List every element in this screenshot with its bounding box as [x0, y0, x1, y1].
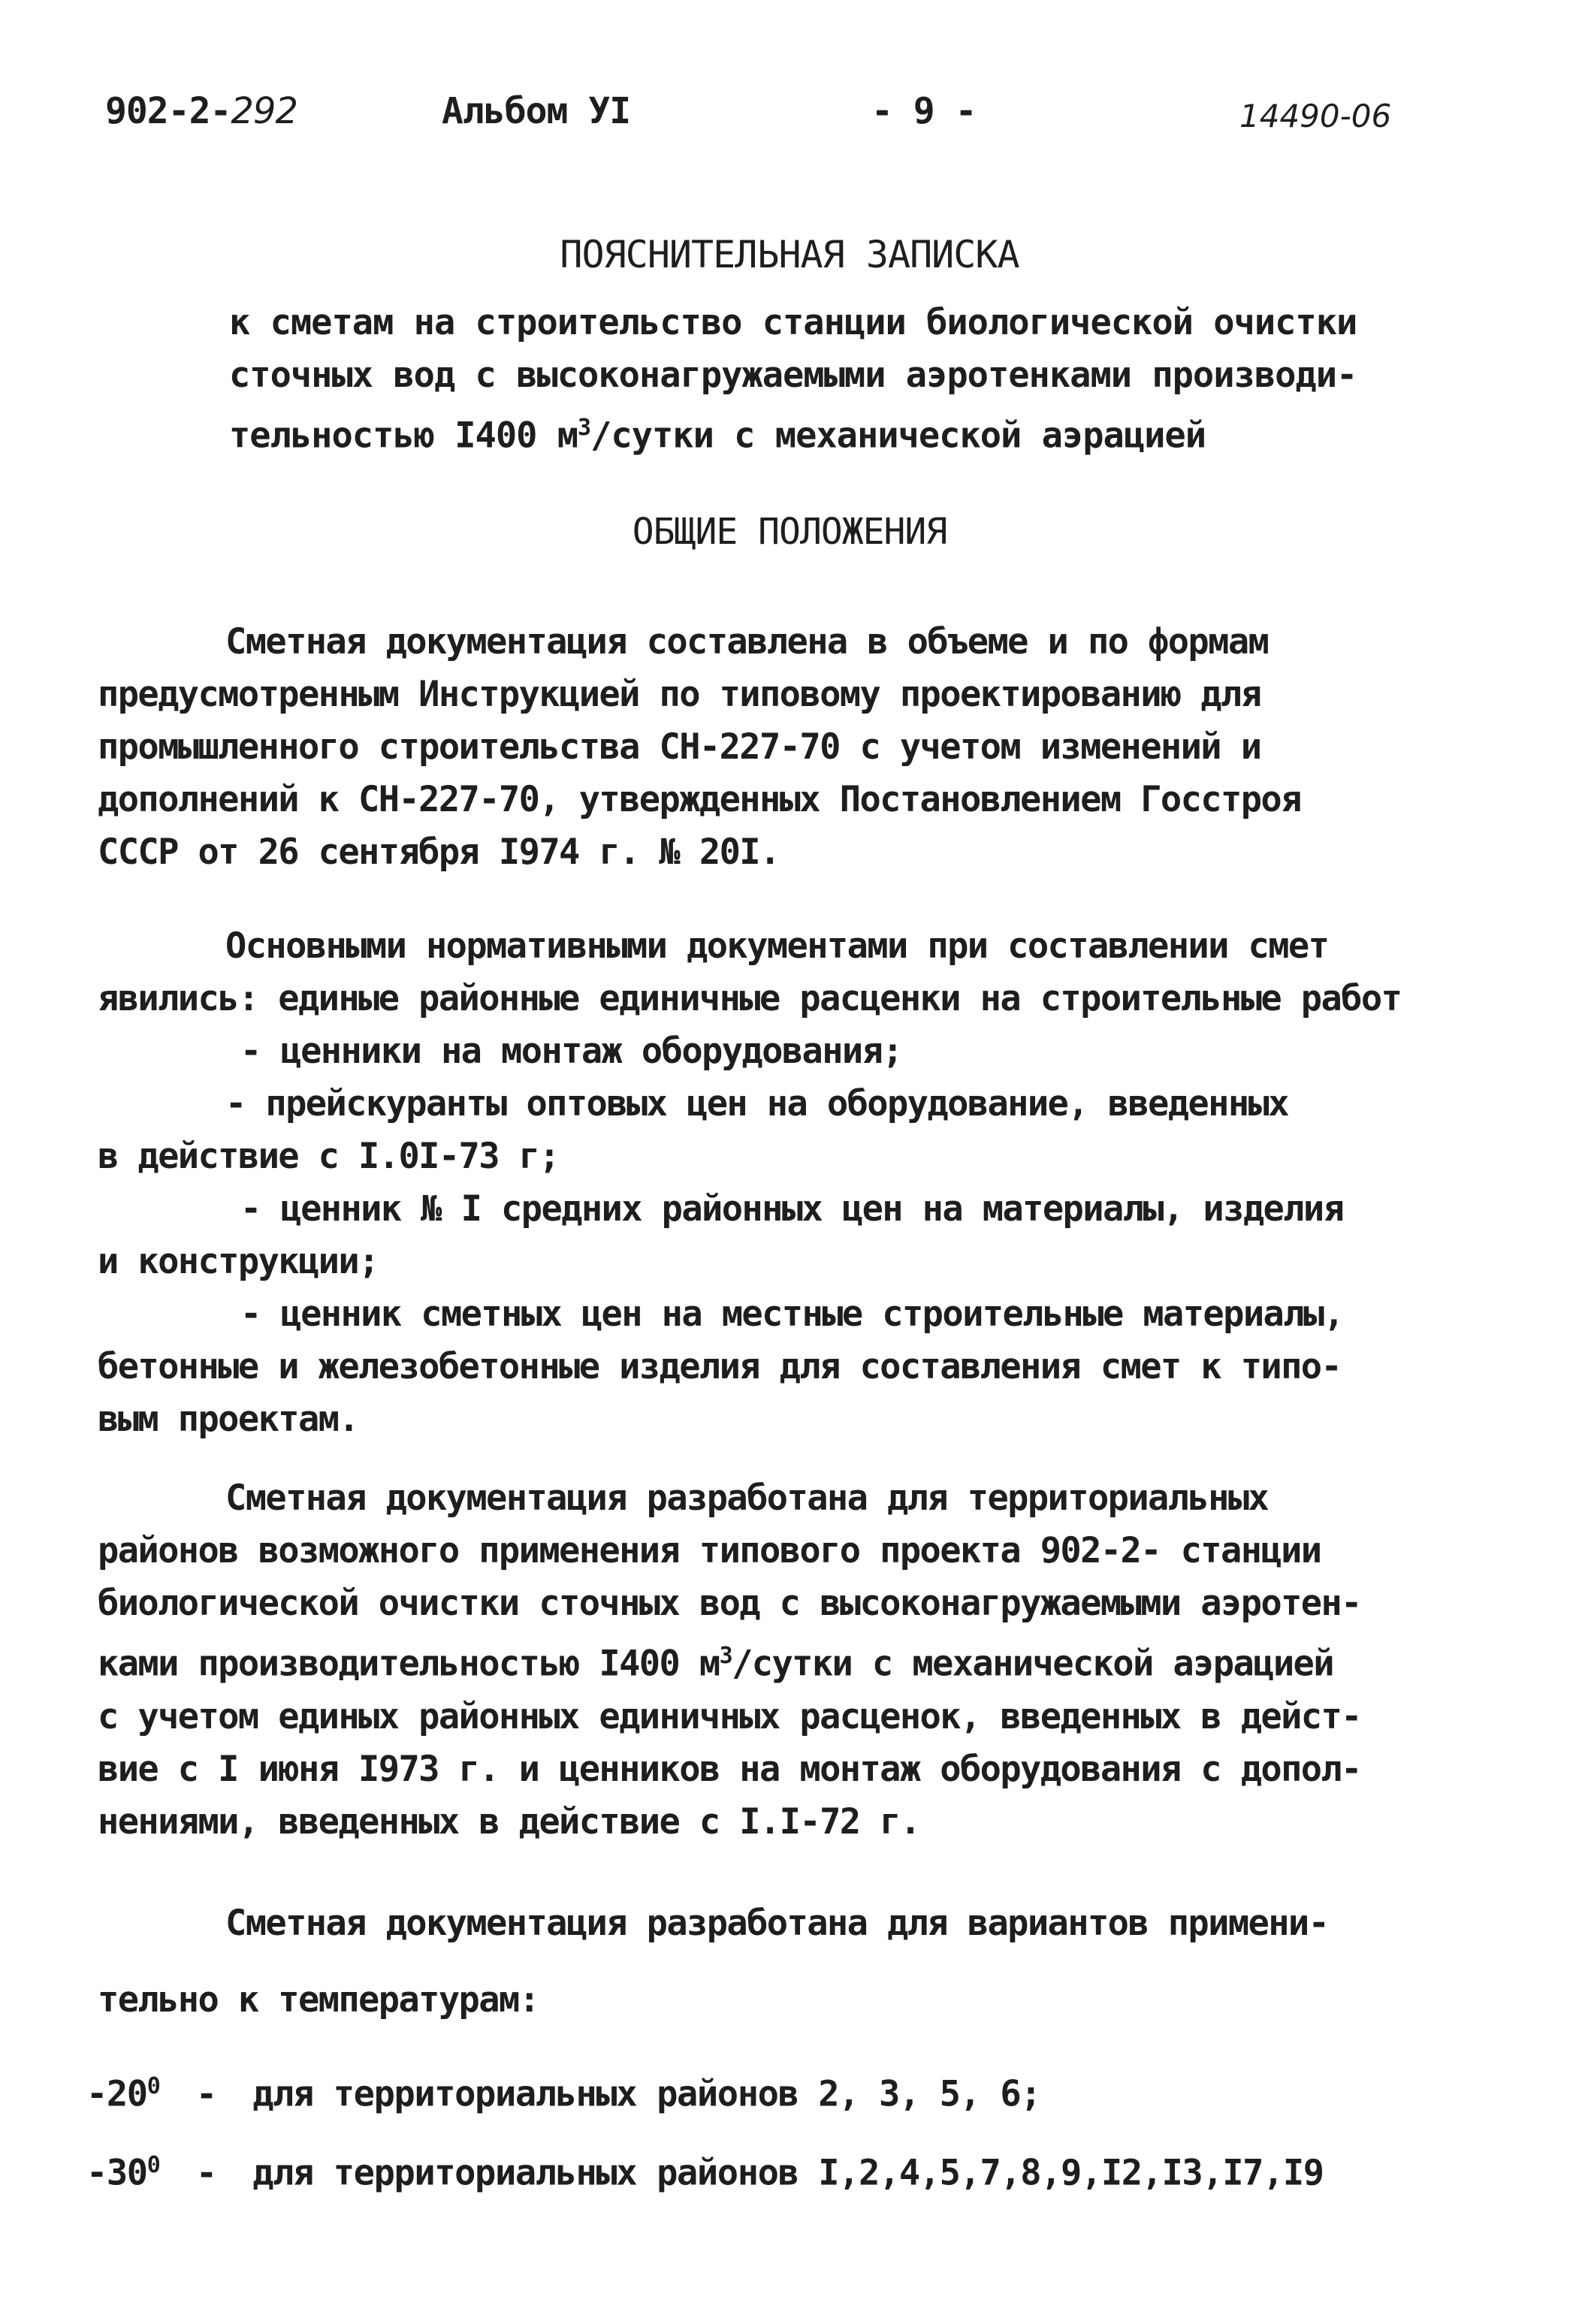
document-subtitle: [229, 297, 1357, 463]
paragraph-line: явились: единые районные единичные расценки на строительные работ: [98, 978, 1402, 1019]
subtitle-line-1: к сметам на строительство станции биологической очистки: [229, 302, 1357, 343]
paragraph-line: дополнений к СН-227-70, утвержденных Постановлением Госстроя: [98, 779, 1301, 820]
code-prefix: 902-2-: [105, 90, 231, 132]
paragraph-3: [98, 1472, 1361, 1849]
paragraph-line: районов возможного применения типового проекта 902-2- станции: [98, 1530, 1321, 1571]
document-title: ПОЯСНИТЕЛЬНАЯ ЗАПИСКА: [560, 233, 1019, 276]
list-item: - ценник № І средних районных цен на материалы, изделия: [240, 1188, 1344, 1230]
album-label: Альбом УІ: [442, 90, 631, 132]
subtitle-line-2: сточных вод с высоконагружаемыми аэротенками производи-: [229, 355, 1357, 396]
paragraph-line: промышленного строительства СН-227-70 с учетом изменений и: [98, 726, 1261, 768]
paragraph-line: Сметная документация разработана для вариантов примени-: [225, 1903, 1329, 1944]
paragraph-line: бетонные и железобетонные изделия для составления смет к типо-: [98, 1346, 1342, 1387]
handwritten-stamp: 14490-06: [1239, 98, 1392, 134]
temperature-row-1: $-20^0$ - для территориальных районов 2, 3, 5, 6;: [86, 2073, 1041, 2115]
code-handwritten: 292: [231, 90, 298, 132]
list-item: - ценники на монтаж оборудования;: [240, 1031, 902, 1072]
paragraph-line: в действие с І.0І-73 г;: [98, 1136, 560, 1177]
paragraph-line: СССР от 26 сентября І974 г. № 20І.: [98, 832, 780, 873]
subtitle-line-3: тельностью І400 $м^3$/сутки с механической аэрацией: [229, 415, 1206, 457]
list-item: - ценник сметных цен на местные строительные материалы,: [240, 1293, 1344, 1335]
document-code: [105, 90, 297, 132]
paragraph-line: вие с І июня І973 г. и ценников на монтаж оборудования с допол-: [98, 1748, 1361, 1790]
paragraph-4: [98, 1885, 1328, 2039]
paragraph-line: биологической очистки сточных вод с высоконагружаемыми аэротен-: [98, 1583, 1361, 1624]
temperature-row-2: $-30^0$ - для территориальных районов І,2,4,5,7,8,9,І2,І3,І7,І9: [86, 2152, 1324, 2194]
paragraph-line: Сметная документация составлена в объеме и по формам: [225, 621, 1269, 662]
page-number: - 9 -: [871, 90, 977, 132]
paragraph-2: [98, 920, 1401, 1446]
list-item: - прейскуранты оптовых цен на оборудование, введенных: [225, 1083, 1288, 1124]
paragraph-line: нениями, введенных в действие с І.І-72 г.: [98, 1800, 920, 1843]
section-title: ОБЩИЕ ПОЛОЖЕНИЯ: [632, 511, 947, 553]
paragraph-line: и конструкции;: [98, 1241, 379, 1282]
paragraph-line: тельно к температурам:: [98, 1979, 539, 2021]
paragraph-line: вым проектам.: [98, 1399, 359, 1440]
paragraph-line: с учетом единых районных единичных расценок, введенных в дейст-: [98, 1695, 1361, 1737]
paragraph-line: ками производительностью І400 $м^3$/сутки с механической аэрацией: [98, 1643, 1333, 1685]
paragraph-line: предусмотренным Инструкцией по типовому проектированию для: [98, 674, 1261, 715]
paragraph-line: Основными нормативными документами при составлении смет: [225, 925, 1329, 967]
paragraph-1: [98, 616, 1301, 879]
paragraph-line: Сметная документация разработана для территориальных: [225, 1477, 1269, 1519]
